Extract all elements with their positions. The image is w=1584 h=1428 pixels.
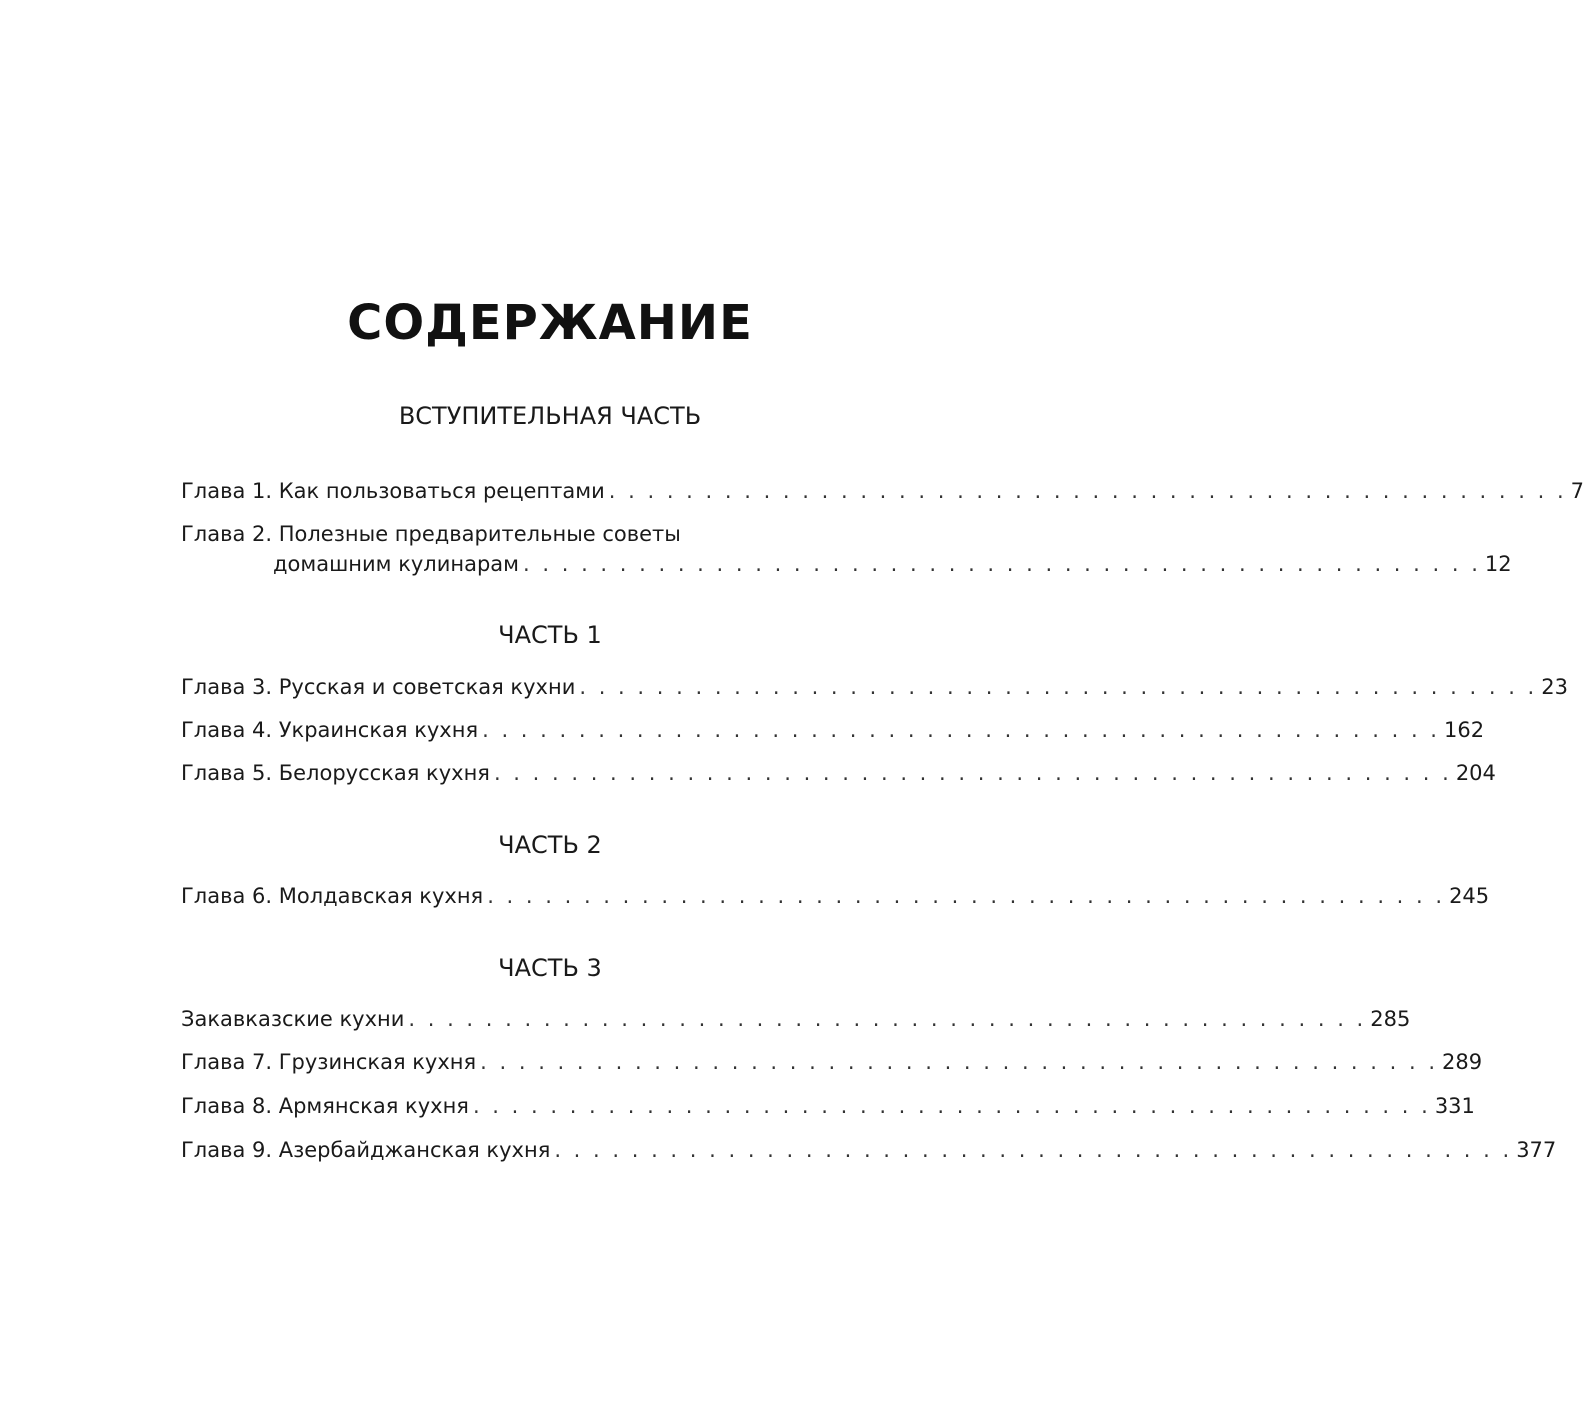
- toc-entry-label: Глава 9. Азербайджанская кухня: [181, 1138, 551, 1162]
- section-heading-part-3: ЧАСТЬ 3: [498, 954, 602, 982]
- toc-entry-page: 331: [1434, 1094, 1475, 1118]
- dot-leader: . . . . . . . . . . . . . . . . . . . . . . . . . . . . . . . . . . . . . . . . . . . . . . . . . .: [472, 1094, 1431, 1118]
- section-heading-part-1: ЧАСТЬ 1: [498, 621, 602, 649]
- toc-entry-chapter-1[interactable]: [181, 476, 1584, 506]
- dot-leader: . . . . . . . . . . . . . . . . . . . . . . . . . . . . . . . . . . . . . . . . . . . . . . . . . .: [482, 718, 1440, 742]
- toc-entry-chapter-7[interactable]: [181, 1047, 1483, 1077]
- toc-entry-page: 23: [1541, 675, 1568, 699]
- toc-entry-chapter-3[interactable]: [181, 672, 1568, 702]
- toc-entry-label: Глава 3. Русская и советская кухни: [181, 675, 576, 699]
- toc-entry-chapter-9[interactable]: [181, 1135, 1557, 1165]
- toc-entry-chapter-4[interactable]: [181, 715, 1485, 745]
- section-heading-part-2: ЧАСТЬ 2: [498, 831, 602, 859]
- dot-leader: . . . . . . . . . . . . . . . . . . . . . . . . . . . . . . . . . . . . . . . . . . . . . . . . . .: [408, 1007, 1367, 1031]
- dot-leader: . . . . . . . . . . . . . . . . . . . . . . . . . . . . . . . . . . . . . . . . . . . . . . . . . .: [608, 479, 1567, 503]
- toc-entry-page: 7: [1570, 479, 1584, 503]
- toc-entry-label-continued: домашним кулинарам: [273, 552, 520, 576]
- toc-entry-label: Глава 2. Полезные предварительные советы: [181, 522, 681, 546]
- toc-entry-chapter-2[interactable]: [181, 519, 1512, 579]
- toc-entry-label: Глава 4. Украинская кухня: [181, 718, 479, 742]
- dot-leader: . . . . . . . . . . . . . . . . . . . . . . . . . . . . . . . . . . . . . . . . . . . . . . . . . .: [554, 1138, 1513, 1162]
- toc-entry-page: 204: [1455, 761, 1496, 785]
- toc-entry-chapter-8[interactable]: [181, 1091, 1475, 1121]
- toc-entry-page: 12: [1484, 552, 1512, 576]
- toc-entry-page: 377: [1516, 1138, 1557, 1162]
- toc-entry-page: 245: [1449, 884, 1490, 908]
- page-title: СОДЕРЖАНИЕ: [347, 295, 753, 351]
- toc-entry-label: Закавказские кухни: [181, 1007, 405, 1031]
- dot-leader: . . . . . . . . . . . . . . . . . . . . . . . . . . . . . . . . . . . . . . . . . . . . . . . . . .: [579, 675, 1538, 699]
- dot-leader: . . . . . . . . . . . . . . . . . . . . . . . . . . . . . . . . . . . . . . . . . . . . . . . . . .: [487, 884, 1446, 908]
- toc-entry-label: Глава 7. Грузинская кухня: [181, 1050, 477, 1074]
- dot-leader: . . . . . . . . . . . . . . . . . . . . . . . . . . . . . . . . . . . . . . . . . . . . . . . . . .: [523, 552, 1481, 576]
- toc-entry-label: Глава 6. Молдавская кухня: [181, 884, 484, 908]
- toc-entry-label: Глава 8. Армянская кухня: [181, 1094, 469, 1118]
- toc-entry-label: Глава 1. Как пользоваться рецептами: [181, 479, 605, 503]
- toc-entry-page: 289: [1442, 1050, 1483, 1074]
- toc-entry-chapter-5[interactable]: [181, 758, 1496, 788]
- dot-leader: . . . . . . . . . . . . . . . . . . . . . . . . . . . . . . . . . . . . . . . . . . . . . . . . . .: [480, 1050, 1439, 1074]
- section-heading-intro: ВСТУПИТЕЛЬНАЯ ЧАСТЬ: [398, 402, 702, 430]
- toc-entry-page: 162: [1443, 718, 1485, 742]
- toc-entry-chapter-6[interactable]: [181, 881, 1490, 911]
- toc-entry-transcaucasian[interactable]: [181, 1004, 1411, 1034]
- dot-leader: . . . . . . . . . . . . . . . . . . . . . . . . . . . . . . . . . . . . . . . . . . . . . . . . . .: [493, 761, 1452, 785]
- toc-entry-label: Глава 5. Белорусская кухня: [181, 761, 490, 785]
- toc-entry-page: 285: [1370, 1007, 1411, 1031]
